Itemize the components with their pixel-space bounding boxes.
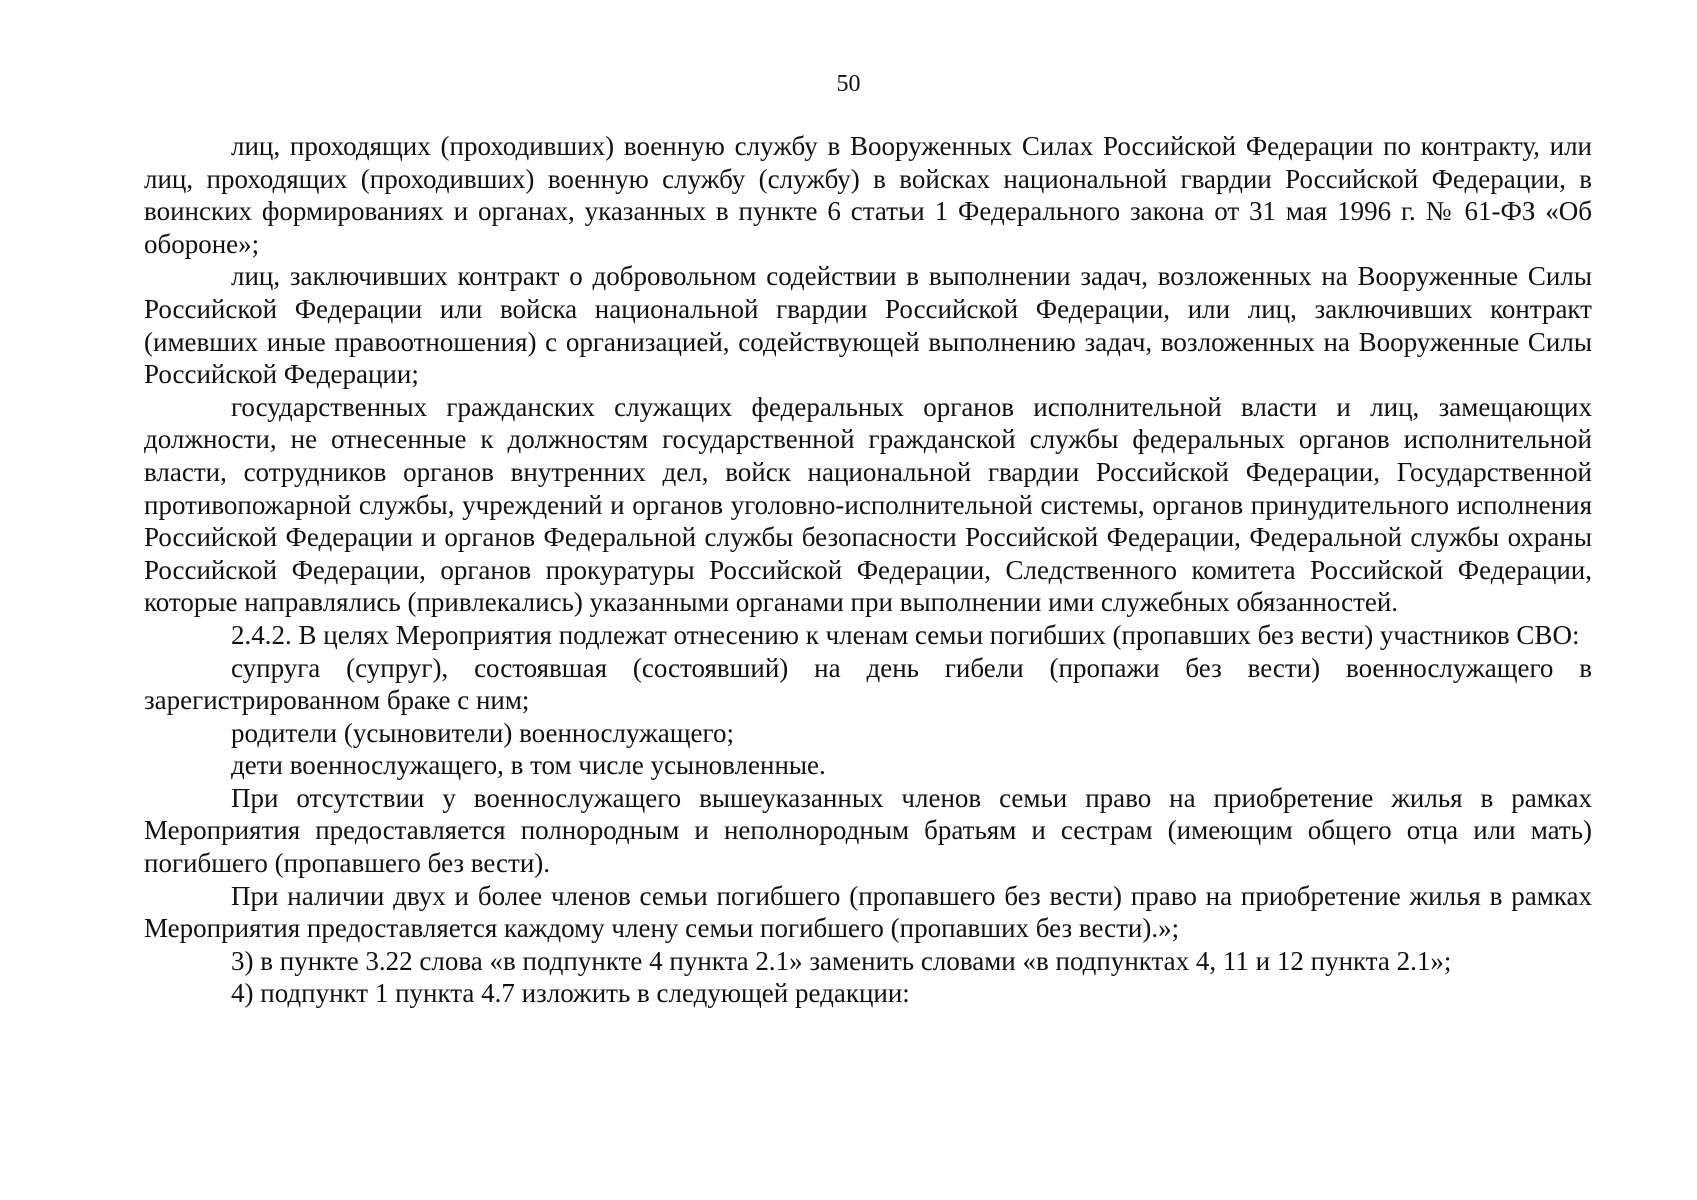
document-body	[144, 130, 1592, 1010]
paragraph-item-4: 4) подпункт 1 пункта 4.7 изложить в следующей редакции:	[231, 978, 910, 1009]
paragraph-siblings: При отсутствии у военнослужащего вышеуказанных членов семьи право на приобретение жилья в рамках Мероприятия предоставляется полнородным и неполнородным братьям и сестрам (имеющим общего отца или мать) погибшего (пропавшего без вести).	[144, 782, 1592, 879]
paragraph-contract-servicemen: лиц, проходящих (проходивших) военную службу в Вооруженных Силах Российской Федерации по контракту, или лиц, проходящих (проходивших) военную службу (службу) в войсках национальной гвардии Российской Федерации, в воинских формированиях и органах, указанных в пункте 6 статьи 1 Федерального закона от 31 мая 1996 г. № 61-ФЗ «Об обороне»;	[144, 131, 1592, 259]
paragraph-spouse: супруга (супруг), состоявшая (состоявший) на день гибели (пропажи без вести) военнослужащего в зарегистрированном браке с ним;	[144, 652, 1592, 716]
paragraph-multiple-members: При наличии двух и более членов семьи погибшего (пропавшего без вести) право на приобретение жилья в рамках Мероприятия предоставляется каждому члену семьи погибшего (пропавших без вести).»;	[144, 880, 1592, 944]
paragraph-civil-servants: государственных гражданских служащих федеральных органов исполнительной власти и лиц, замещающих должности, не отнесенные к должностям государственной гражданской службы федеральных органов исполнительной власти, сотрудников органов внутренних дел, войск национальной гвардии Российской Федерации, Государственной противопожарной службы, учреждений и органов уголовно-исполнительной системы, органов принудительного исполнения Российской Федерации и органов Федеральной службы безопасности Российской Федерации, Федеральной службы охраны Российской Федерации, органов прокуратуры Российской Федерации, Следственного комитета Российской Федерации, которые направлялись (привлекались) указанными органами при выполнении ими служебных обязанностей.	[144, 391, 1592, 618]
paragraph-item-3: 3) в пункте 3.22 слова «в подпункте 4 пункта 2.1» заменить словами «в подпунктах 4, 11 и 12 пункта 2.1»;	[231, 945, 1452, 976]
paragraph-volunteer-contract: лиц, заключивших контракт о добровольном содействии в выполнении задач, возложенных на Вооруженные Силы Российской Федерации или войска национальной гвардии Российской Федерации, или лиц, заключивших контракт (имевших иные правоотношения) с организацией, содействующей выполнению задач, возложенных на Вооруженные Силы Российской Федерации;	[144, 261, 1592, 390]
paragraph-section-2-4-2: 2.4.2. В целях Мероприятия подлежат отнесению к членам семьи погибших (пропавших без вести) участников СВО:	[231, 619, 1580, 650]
paragraph-children: дети военнослужащего, в том числе усыновленные.	[231, 750, 826, 781]
paragraph-parents: родители (усыновители) военнослужащего;	[231, 717, 734, 748]
page-number: 50	[836, 71, 861, 97]
